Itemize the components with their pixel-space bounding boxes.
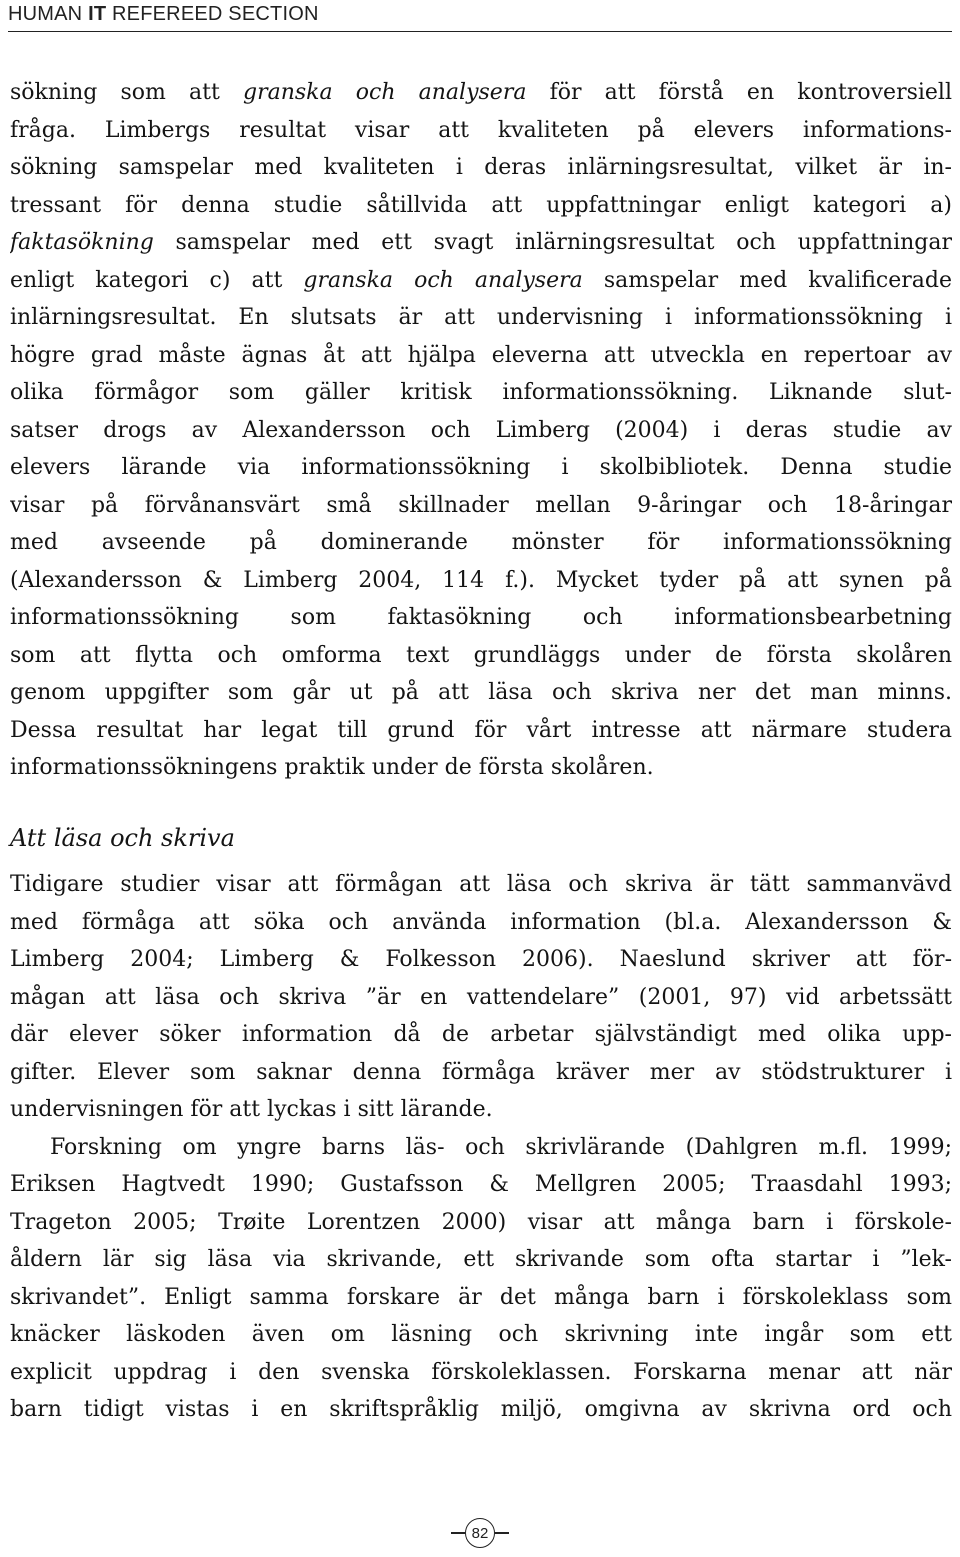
text-line [10,1279,952,1317]
section-body-text [10,866,952,1429]
text-run: satser drogs av Alexandersson och Limberg (2004) i deras studie av [10,417,952,443]
text-run: visar på förvånansvärt små skillnader mellan 9-åringar och 18-åringar [10,492,952,518]
text-run: högre grad måste ägnas åt att hjälpa eleverna att utveckla en repertoar av [10,342,952,368]
text-run: barn tidigt vistas i en skriftspråklig miljö, omgivna av skrivna ord och [10,1397,952,1422]
text-run: där elever söker information då de arbetar självständigt med olika upp- [10,1022,952,1047]
header-journal-name: HUMAN [8,3,89,25]
text-run: Limberg 2004; Limberg & Folkesson 2006). Naeslund skriver att för- [10,947,952,972]
text-line [10,299,952,337]
page-number-label: 82 [471,1524,489,1542]
text-line [10,562,952,600]
text-run: knäcker läskoden även om läsning och skrivning inte ingår som ett [10,1322,952,1347]
text-line [10,599,952,637]
text-run: som att flytta och omforma text grundläggs under de första skolåren [10,642,952,668]
text-line [10,149,952,187]
text-run: skrivandet”. Enligt samma forskare är det många barn i förskoleklass som [10,1284,952,1310]
text-run: Eriksen Hagtvedt 1990; Gustafsson & Mellgren 2005; Traasdahl 1993; [10,1172,952,1197]
text-run: explicit uppdrag i den svenska förskoleklassen. Forskarna menar att när [10,1359,952,1385]
text-line [10,904,952,942]
italic-text: granska och analysera [303,267,583,293]
text-run: informationssökningens praktik under de första skolåren. [10,755,654,780]
text-line [10,337,952,375]
text-line [10,112,952,150]
text-run: (Alexandersson & Limberg 2004, 114 f.). Mycket tyder på att synen på [10,567,952,593]
text-run: genom uppgifter som går ut på att läsa och skriva ner det man minns. [10,680,952,705]
text-line [10,1316,952,1354]
text-line [10,1391,952,1429]
text-line [10,74,952,112]
page-number [451,1518,509,1548]
text-line [10,866,952,904]
text-line [10,674,952,712]
text-run: tressant för denna studie såtillvida att uppfattningar enligt kategori a) [10,192,952,218]
text-run: sökning samspelar med kvaliteten i deras inlärningsresultat, vilket är in- [10,155,952,180]
text-run: med förmåga att söka och använda information (bl.a. Alexandersson & [10,909,952,935]
text-run: inlärningsresultat. En slutsats är att undervisning i informationssökning i [10,305,952,330]
text-run: mågan att läsa och skriva ”är en vattendelare” (2001, 97) vid arbetssätt [10,984,952,1010]
text-line [10,1354,952,1392]
paragraph [10,74,952,787]
text-line [10,1091,952,1129]
text-line [10,1241,952,1279]
text-run: sökning som att [10,80,243,105]
section-heading: Att läsa och skriva [10,824,235,852]
text-line [10,187,952,225]
text-line [10,224,952,262]
text-line [10,524,952,562]
text-run: åldern lär sig läsa via skrivande, ett skrivande som ofta startar i ”lek- [10,1247,952,1272]
text-line [10,1129,952,1167]
text-line [10,449,952,487]
page-number-rule-left [451,1532,465,1534]
text-run: Dessa resultat har legat till grund för vårt intresse att närmare studera [10,717,952,743]
text-line [10,637,952,675]
running-header [8,0,952,32]
text-line [10,1204,952,1242]
text-line [10,979,952,1017]
text-run: Forskning om yngre barns läs- och skrivlärande (Dahlgren m.fl. 1999; [50,1134,952,1160]
body-text [10,74,952,787]
text-line [10,1054,952,1092]
paragraph [10,1129,952,1429]
page-number-rule-right [495,1532,509,1534]
text-run: samspelar med kvalificerade [582,267,952,293]
header-section-name: REFEREED SECTION [106,3,319,25]
text-run: undervisningen för att lyckas i sitt lärande. [10,1097,493,1122]
italic-text: faktasökning [10,230,154,255]
header-journal-name-bold: IT [88,3,107,25]
text-line [10,712,952,750]
text-line [10,262,952,300]
text-line [10,749,952,787]
text-run: olika förmågor som gäller kritisk informationssökning. Liknande slut- [10,380,952,405]
text-run: för att förstå en kontroversiell [526,80,952,105]
italic-text: granska och analysera [242,80,527,105]
text-run: enligt kategori c) att [10,267,304,293]
text-run: samspelar med ett svagt inlärningsresultat och uppfattningar [153,230,952,255]
text-run: informationssökning som faktasökning och informationsbearbetning [10,605,952,630]
text-run: Tidigare studier visar att förmågan att läsa och skriva är tätt sammanvävd [10,872,952,897]
page-number-circle [465,1518,495,1548]
text-line [10,374,952,412]
text-line [10,487,952,525]
text-run: med avseende på dominerande mönster för informationssökning [10,530,952,555]
text-line [10,1166,952,1204]
text-run: elevers lärande via informationssökning i skolbibliotek. Denna studie [10,455,952,480]
text-line [10,1016,952,1054]
text-run: gifter. Elever som saknar denna förmåga kräver mer av stödstrukturer i [10,1059,952,1085]
paragraph [10,866,952,1129]
text-line [10,941,952,979]
text-run: Trageton 2005; Trøite Lorentzen 2000) visar att många barn i förskole- [10,1209,952,1235]
text-run: fråga. Limbergs resultat visar att kvaliteten på elevers informations- [10,117,952,143]
text-line [10,412,952,450]
